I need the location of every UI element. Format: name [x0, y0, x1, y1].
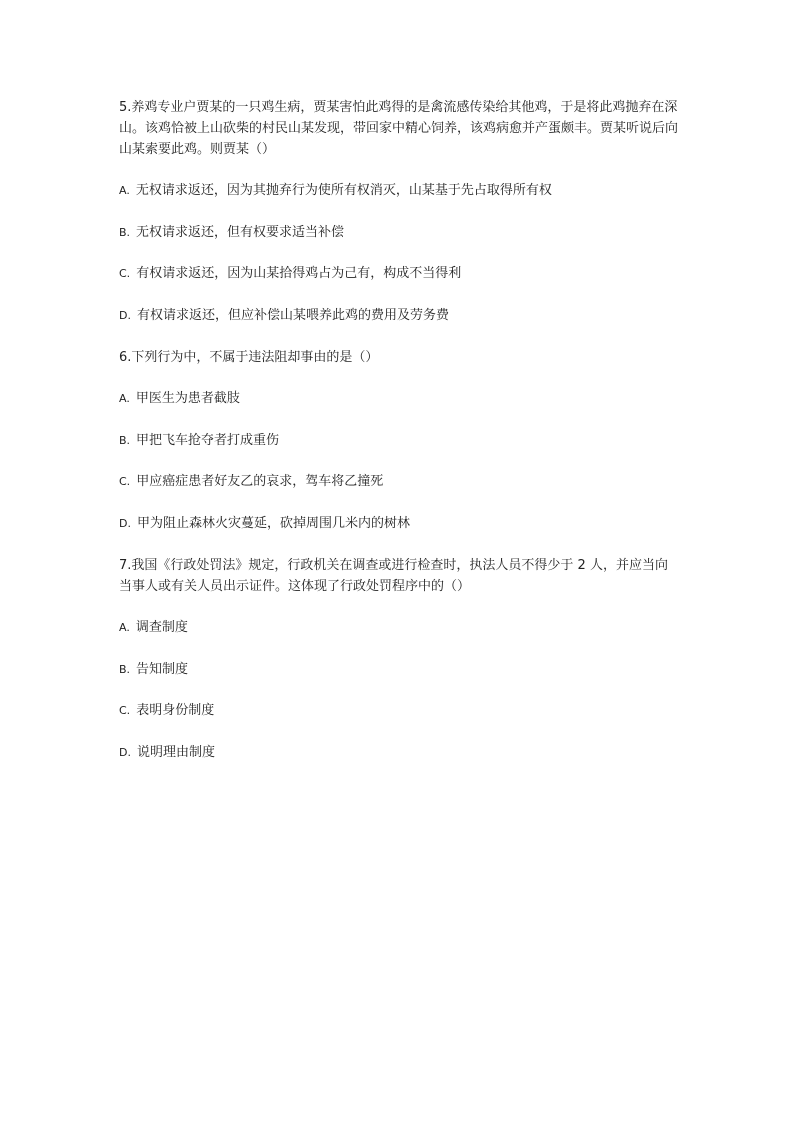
option-text: 无权请求返还，因为其抛弃行为使所有权消灭，山某基于先占取得所有权 [135, 183, 552, 198]
option-text: 有权请求返还，但应补偿山某喂养此鸡的费用及劳务费 [136, 308, 449, 323]
question-6-option-c [119, 471, 679, 492]
question-7-stem: 7.我国《行政处罚法》规定，行政机关在调查或进行检查时，执法人员不得少于 2 人，并应当向当事人或有关人员出示证件。这体现了行政处罚程序中的（） [119, 558, 668, 594]
question-7-option-a [119, 617, 679, 638]
option-letter: D. [119, 746, 131, 759]
option-text: 甲医生为患者截肢 [135, 391, 240, 406]
option-text: 甲应癌症患者好友乙的哀求，驾车将乙撞死 [136, 474, 384, 489]
option-text: 无权请求返还，但有权要求适当补偿 [136, 225, 345, 240]
question-6-stem: 6.下列行为中，不属于违法阻却事由的是（） [119, 350, 379, 365]
question-6-option-d [119, 513, 679, 534]
question-5-stem: 5.养鸡专业户贾某的一只鸡生病，贾某害怕此鸡得的是禽流感传染给其他鸡，于是将此鸡抛弃在深山。该鸡恰被上山砍柴的村民山某发现，带回家中精心饲养，该鸡病愈并产蛋颇丰。贾某听说后向山某索要此鸡。则贾某（） [119, 100, 679, 157]
question-5-option-b [119, 222, 679, 243]
option-letter: B. [119, 226, 131, 239]
question-7-option-d [119, 742, 679, 763]
option-text: 调查制度 [135, 620, 188, 635]
question-7-option-b [119, 659, 679, 680]
option-letter: D. [119, 517, 131, 530]
question-7-option-c [119, 700, 679, 721]
option-letter: D. [119, 309, 131, 322]
question-5-option-d [119, 305, 679, 326]
option-letter: A. [119, 184, 130, 197]
option-letter: C. [119, 267, 131, 280]
question-5-option-a [119, 180, 679, 201]
option-letter: B. [119, 663, 131, 676]
option-letter: C. [119, 704, 131, 717]
option-text: 甲为阻止森林火灾蔓延，砍掉周围几米内的树林 [136, 516, 410, 531]
option-text: 表明身份制度 [136, 703, 215, 718]
option-text: 说明理由制度 [136, 745, 215, 760]
option-letter: A. [119, 392, 130, 405]
option-text: 有权请求返还，因为山某拾得鸡占为己有，构成不当得利 [136, 266, 462, 281]
option-text: 甲把飞车抢夺者打成重伤 [136, 433, 280, 448]
question-5-option-c [119, 263, 679, 284]
option-letter: C. [119, 475, 131, 488]
question-6-option-a [119, 388, 679, 409]
option-text: 告知制度 [136, 662, 189, 677]
option-letter: B. [119, 434, 131, 447]
question-6-option-b [119, 430, 679, 451]
option-letter: A. [119, 621, 130, 634]
